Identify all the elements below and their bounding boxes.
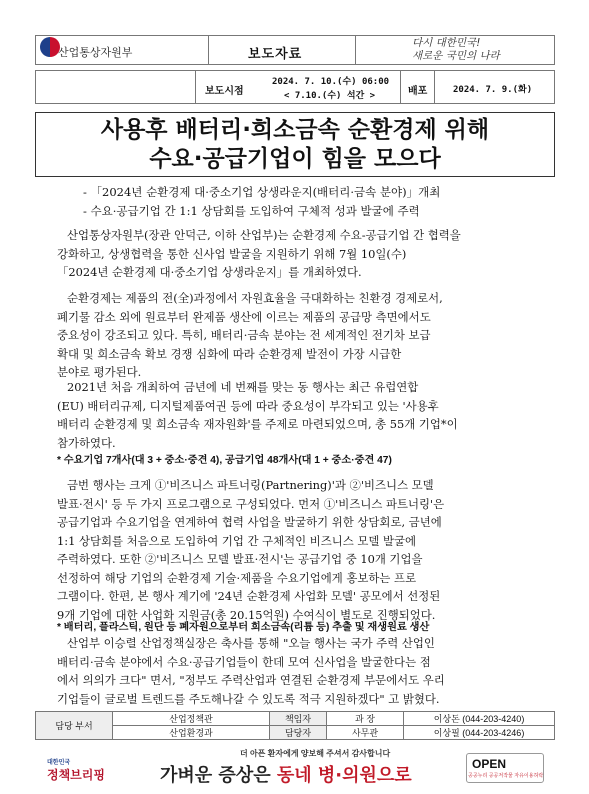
para-line: 주력하였다. 또한 ②'비즈니스 모델 발표·전시'는 공급기업 중 10개 기업을 — [57, 552, 423, 566]
para-line: 발표·전시' 등 두 가지 프로그램으로 구성되었다. 먼저 ①'비즈니스 파트너링'은 — [57, 496, 445, 511]
title-line: 사용후 배터리·희소금속 순환경제 위해 — [100, 117, 490, 143]
para-line: 순환경제는 제품의 전(全)과정에서 자원효율을 극대화하는 친환경 경제로서, — [67, 291, 443, 305]
release-label: 보도시점 — [205, 86, 244, 97]
staff-title: 사무관 — [327, 726, 404, 740]
para-line: 금번 행사는 크게 ①'비즈니스 파트너링(Partnering)'과 ②'비즈니스 모델 — [67, 478, 434, 492]
para-line: 산업부 이승렬 산업정책실장은 축사를 통해 "오늘 행사는 국가 주력 산업인 — [67, 636, 435, 650]
paragraph — [57, 378, 539, 452]
slogan — [412, 37, 500, 63]
distribution-label: 배포 — [408, 86, 428, 97]
staff-label: 담당자 — [270, 726, 327, 740]
brand-small: 대한민국 — [47, 759, 71, 766]
subtitle: - 수요·공급기업 간 1:1 상담회를 도입하여 구체적 성과 발굴에 주력 — [83, 204, 420, 218]
para-line: 그램이다. 한편, 본 행사 계기에 '24년 순환경제 사업화 모델' 공모에서 선정된 — [57, 589, 441, 603]
policy-briefing-logo — [47, 757, 105, 781]
para-line: 2021년 처음 개최하여 금년에 네 번째를 맞는 동 행사는 최근 유럽연합 — [67, 380, 419, 394]
dept-name: 산업환경과 — [113, 726, 270, 740]
para-line: 기업들이 글로벌 트렌드를 주도해나갈 수 있도록 적극 지원하겠다" 고 밝혔다. — [57, 691, 440, 706]
para-line: 배터리·금속 분야에서 수요·공급기업들이 한데 모여 신사업을 발굴한다는 점 — [57, 654, 431, 669]
paragraph — [57, 226, 539, 282]
para-line: 공급기업과 수요기업을 연계하여 협력 사업을 발굴하기 위한 상담회로, 금년에 — [57, 515, 442, 529]
para-line: 9개 기업에 대한 사업화 지원금(총 20.15억원) 수여식이 별도로 진행되었다. — [57, 607, 436, 622]
slogan-line: 새로운 국민의 나라 — [412, 50, 500, 62]
header-divider — [208, 35, 209, 65]
para-line: 확대 및 희소금속 확보 경쟁 심화에 따라 순환경제 발전이 가장 시급한 — [57, 346, 402, 361]
open-label: OPEN — [472, 757, 507, 771]
para-line: 배터리 순환경제 및 희소금속 재자원화'를 주제로 마련되었으며, 총 55개 기업*이 — [57, 417, 458, 431]
campaign-text: 동네 병·의원으로 — [276, 765, 412, 786]
paragraph — [57, 289, 539, 382]
taegeuk-logo-icon — [40, 37, 60, 57]
para-line: 선정하여 해당 기업의 순환경제 기술·제품을 수요기업에게 홍보하는 프로 — [57, 570, 417, 585]
open-sub: 공공누리 공공저작물 자유이용허락 — [468, 773, 544, 779]
para-line: 에서 의의가 크다" 면서, "정부도 주력산업과 연결된 순환경제 부문에서도 우리 — [57, 673, 445, 687]
footnote: * 배터리, 플라스틱, 원단 등 폐자원으로부터 희소금속(리튬 등) 추출 및 재생원료 생산 — [57, 622, 430, 633]
para-line: 참가하였다. — [57, 435, 116, 450]
resp-title: 과 장 — [327, 712, 404, 726]
para-line: 1:1 상담회를 처음으로 도입하여 기업 간 구체적인 비즈니스 모델 발굴에 — [57, 533, 417, 548]
para-line: 중요성이 강조되고 있다. 특히, 배터리·금속 분야는 전 세계적인 전기차 보급 — [57, 328, 431, 342]
para-line: 분야로 평가된다. — [57, 365, 142, 379]
footnote: * 수요기업 7개사(대 3 + 중소·중견 4), 공급기업 48개사(대 1 + 중소·중견 47) — [57, 455, 392, 466]
para-line: 강화하고, 상생협력을 통한 신사업 발굴을 지원하기 위해 7월 10일(수) — [57, 246, 407, 261]
contact-table — [35, 711, 555, 740]
paragraph — [57, 476, 539, 624]
resp-label: 책임자 — [270, 712, 327, 726]
slogan-line: 다시 대한민국! — [412, 37, 481, 49]
release-time: 2024. 7. 10.(수) 06:00 — [272, 77, 390, 87]
campaign-tagline: 더 아픈 환자에게 양보해 주셔서 감사합니다 — [240, 749, 391, 758]
para-line: 「2024년 순환경제 대·중소기업 상생라운지」를 개최하였다. — [57, 265, 362, 279]
release-divider — [195, 70, 196, 104]
release-divider — [400, 70, 401, 104]
staff-name: 이상필 (044-203-4246) — [404, 726, 555, 740]
distribution-date: 2024. 7. 9.(화) — [453, 85, 533, 95]
ministry-name: 산업통상자원부 — [58, 47, 133, 59]
dept-name: 산업정책관 — [113, 712, 270, 726]
release-divider — [434, 70, 435, 104]
page-title — [35, 112, 555, 177]
dept-label: 담당 부서 — [36, 712, 113, 740]
release-time-note: < 7.10.(수) 석간 > — [284, 91, 376, 101]
para-line: (EU) 배터리규제, 디지털제품여권 등에 따라 중요성이 부각되고 있는 '사용후 — [57, 398, 439, 413]
campaign-text: 가벼운 증상은 — [160, 765, 277, 786]
paragraph — [57, 634, 539, 708]
header-divider — [355, 35, 356, 65]
doc-type: 보도자료 — [248, 46, 303, 61]
brand-name: 정책브리핑 — [47, 768, 105, 782]
para-line: 산업통상자원부(장관 안덕근, 이하 산업부)는 순환경제 수요-공급기업 간 협력을 — [67, 228, 461, 242]
resp-name: 이상돈 (044-203-4240) — [404, 712, 555, 726]
title-line: 수요·공급기업이 힘을 모으다 — [149, 146, 441, 172]
subtitle: - 「2024년 순환경제 대·중소기업 상생라운지(배터리·금속 분야)」개최 — [83, 185, 441, 199]
campaign-banner — [160, 761, 412, 787]
para-line: 폐기물 감소 외에 원료부터 완제품 생산에 이르는 제품의 공급망 측면에서도 — [57, 309, 431, 324]
